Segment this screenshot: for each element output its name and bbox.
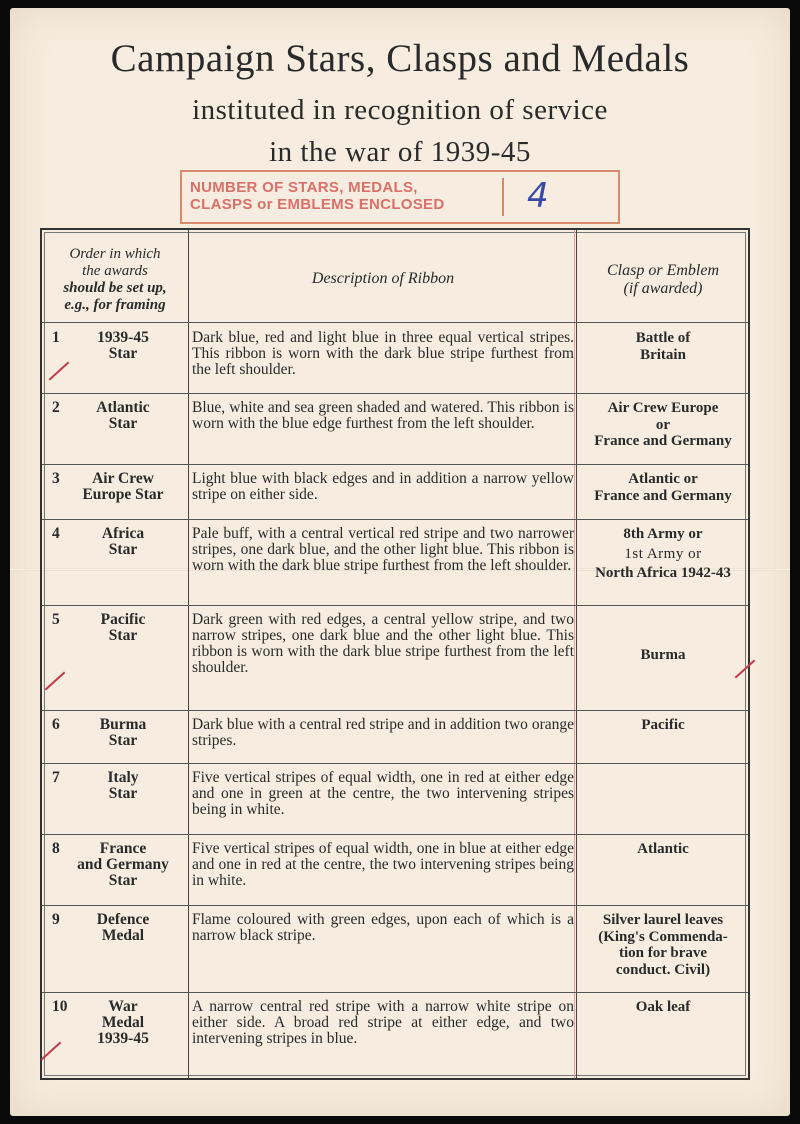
header-clasp-line1: Clasp or Emblem (607, 262, 719, 279)
award-name-line: Star (108, 785, 138, 802)
award-name-cell (50, 471, 180, 503)
header-clasp-line2: (if awarded) (623, 280, 703, 297)
awards-table (40, 228, 750, 1080)
ribbon-description: Dark green with red edges, a central yellow stripe, and two narrow stripes, one dark blue and the other light blue. This ribbon is worn with the dark blue stripe furthest from the left shoulder. (192, 611, 574, 676)
column-divider-1 (188, 230, 189, 1078)
award-name-cell (50, 717, 180, 749)
clasp-emblem-cell (580, 471, 746, 504)
clasp-line: 1st Army or (624, 545, 702, 562)
award-name-line: Star (108, 415, 138, 432)
award-name-cell (50, 330, 180, 362)
award-name-line: 1939-45 (97, 1030, 149, 1047)
award-number: 9 (52, 911, 60, 928)
row-divider (42, 834, 748, 835)
award-number: 8 (52, 840, 60, 857)
award-name-line: Africa (101, 525, 145, 542)
award-name-line: War (108, 998, 138, 1015)
award-name-line: Medal (101, 1014, 145, 1031)
header-order (48, 246, 182, 314)
clasp-line: Air Crew Europe (607, 400, 719, 416)
document-title: Campaign Stars, Clasps and Medals (110, 37, 690, 80)
row-divider (42, 605, 748, 606)
document-subtitle-line2: in the war of 1939-45 (269, 136, 531, 168)
clasp-line: Britain (640, 346, 686, 363)
header-divider (42, 322, 748, 323)
award-number: 5 (52, 611, 60, 628)
award-name-cell (50, 841, 180, 889)
count-label-line2: CLASPS or EMBLEMS ENCLOSED (190, 196, 445, 213)
award-name-cell (50, 612, 180, 644)
clasp-line: Atlantic (637, 841, 689, 857)
row-divider (42, 905, 748, 906)
ribbon-description: Dark blue with a central red stripe and in addition two orange stripes. (192, 716, 574, 749)
row-divider (42, 464, 748, 465)
award-name-line: Italy (107, 769, 139, 786)
ribbon-description: A narrow central red stripe with a narrow white stripe on either side. A broad red stripe at either edge, and two intervening stripes in blue. (192, 998, 574, 1047)
award-name-line: Europe Star (82, 486, 164, 503)
clasp-emblem-cell (580, 526, 746, 582)
award-name-line: Star (108, 872, 138, 889)
clasp-emblem-cell (580, 647, 746, 664)
award-name-line: Defence (96, 911, 150, 928)
award-name-cell (50, 526, 180, 558)
clasp-emblem-cell (580, 999, 746, 1016)
clasp-line: 8th Army or (623, 526, 703, 542)
ribbon-description: Five vertical stripes of equal width, one in blue at either edge and one in red at the centre, the two intervening stripes being in white. (192, 840, 574, 889)
clasp-line: tion for brave (618, 945, 708, 961)
award-name-line: Star (108, 345, 138, 362)
row-divider (42, 519, 748, 520)
clasp-emblem-cell (580, 330, 746, 363)
header-order-line3: should be set up, (63, 280, 167, 296)
clasp-line: France and Germany (594, 433, 732, 449)
clasp-emblem-cell (580, 912, 746, 978)
award-name-line: Star (108, 627, 138, 644)
clasp-line: Battle of (635, 330, 691, 346)
clasp-line: France and Germany (594, 487, 732, 504)
award-name-line: and Germany (77, 856, 169, 873)
row-divider (42, 710, 748, 711)
clasp-emblem-cell (580, 841, 746, 858)
award-name-line: 1939-45 (97, 329, 149, 346)
clasp-line: conduct. Civil) (615, 961, 711, 978)
clasp-line: Oak leaf (635, 999, 691, 1015)
count-divider (502, 178, 504, 216)
award-name-line: Air Crew (92, 470, 154, 487)
award-number: 4 (52, 525, 60, 542)
award-number: 7 (52, 769, 60, 786)
award-name-cell (50, 770, 180, 802)
clasp-line: North Africa 1942-43 (595, 565, 731, 581)
ribbon-description: Dark blue, red and light blue in three equal vertical stripes. This ribbon is worn with the dark blue stripe furthest from the left shoulder. (192, 329, 574, 378)
ribbon-description: Flame coloured with green edges, upon each of which is a narrow black stripe. (192, 911, 574, 944)
count-box (180, 170, 620, 224)
clasp-line: Silver laurel leaves (602, 912, 724, 928)
award-number: 6 (52, 716, 60, 733)
award-name-line: France (99, 840, 147, 857)
header-order-line1: Order in which (69, 246, 161, 262)
row-divider (42, 992, 748, 993)
clasp-line: (King's Commenda- (598, 928, 728, 945)
ribbon-description: Light blue with black edges and in addition a narrow yellow stripe on either side. (192, 470, 574, 503)
count-value-handwritten: 4 (527, 176, 549, 216)
award-name-line: Star (108, 541, 138, 558)
column-divider-2-red (574, 230, 575, 1078)
ribbon-description: Five vertical stripes of equal width, one in red at either edge and one in green at the centre, the two intervening stripes being in white. (192, 769, 574, 818)
award-name-line: Star (108, 732, 138, 749)
award-number: 2 (52, 399, 60, 416)
clasp-line: Atlantic or (628, 471, 698, 487)
award-name-cell (50, 400, 180, 432)
header-order-line4: e.g., for framing (64, 297, 166, 313)
column-divider-2 (576, 230, 577, 1078)
document-subtitle-line1: instituted in recognition of service (192, 94, 608, 126)
header-description: Description of Ribbon (311, 270, 455, 287)
award-number: 1 (52, 329, 60, 346)
header-order-line2: the awards (82, 263, 148, 279)
award-name-line: Medal (101, 927, 145, 944)
clasp-line: Pacific (641, 717, 685, 733)
award-name-cell (50, 912, 180, 944)
award-name-line: Atlantic (96, 399, 150, 416)
tick-mark (45, 672, 66, 691)
award-name-cell (50, 999, 180, 1047)
ribbon-description: Blue, white and sea green shaded and watered. This ribbon is worn with the blue edge furthest from the left shoulder. (192, 399, 574, 432)
award-number: 3 (52, 470, 60, 487)
header-clasp (580, 262, 746, 298)
row-divider (42, 393, 748, 394)
clasp-line: or (655, 416, 671, 433)
count-label (190, 179, 500, 213)
row-divider (42, 763, 748, 764)
clasp-emblem-cell (580, 717, 746, 734)
ribbon-description: Pale buff, with a central vertical red stripe and two narrower stripes, one dark blue, and the other light blue. This ribbon is worn with the dark blue stripe furthest from the left shoulder. (192, 525, 574, 574)
clasp-line: Burma (640, 647, 686, 663)
award-number: 10 (52, 998, 68, 1015)
count-label-line1: NUMBER OF STARS, MEDALS, (190, 179, 418, 196)
award-name-line: Pacific (100, 611, 146, 628)
clasp-emblem-cell (580, 400, 746, 450)
award-name-line: Burma (99, 716, 147, 733)
tick-mark (49, 362, 70, 381)
